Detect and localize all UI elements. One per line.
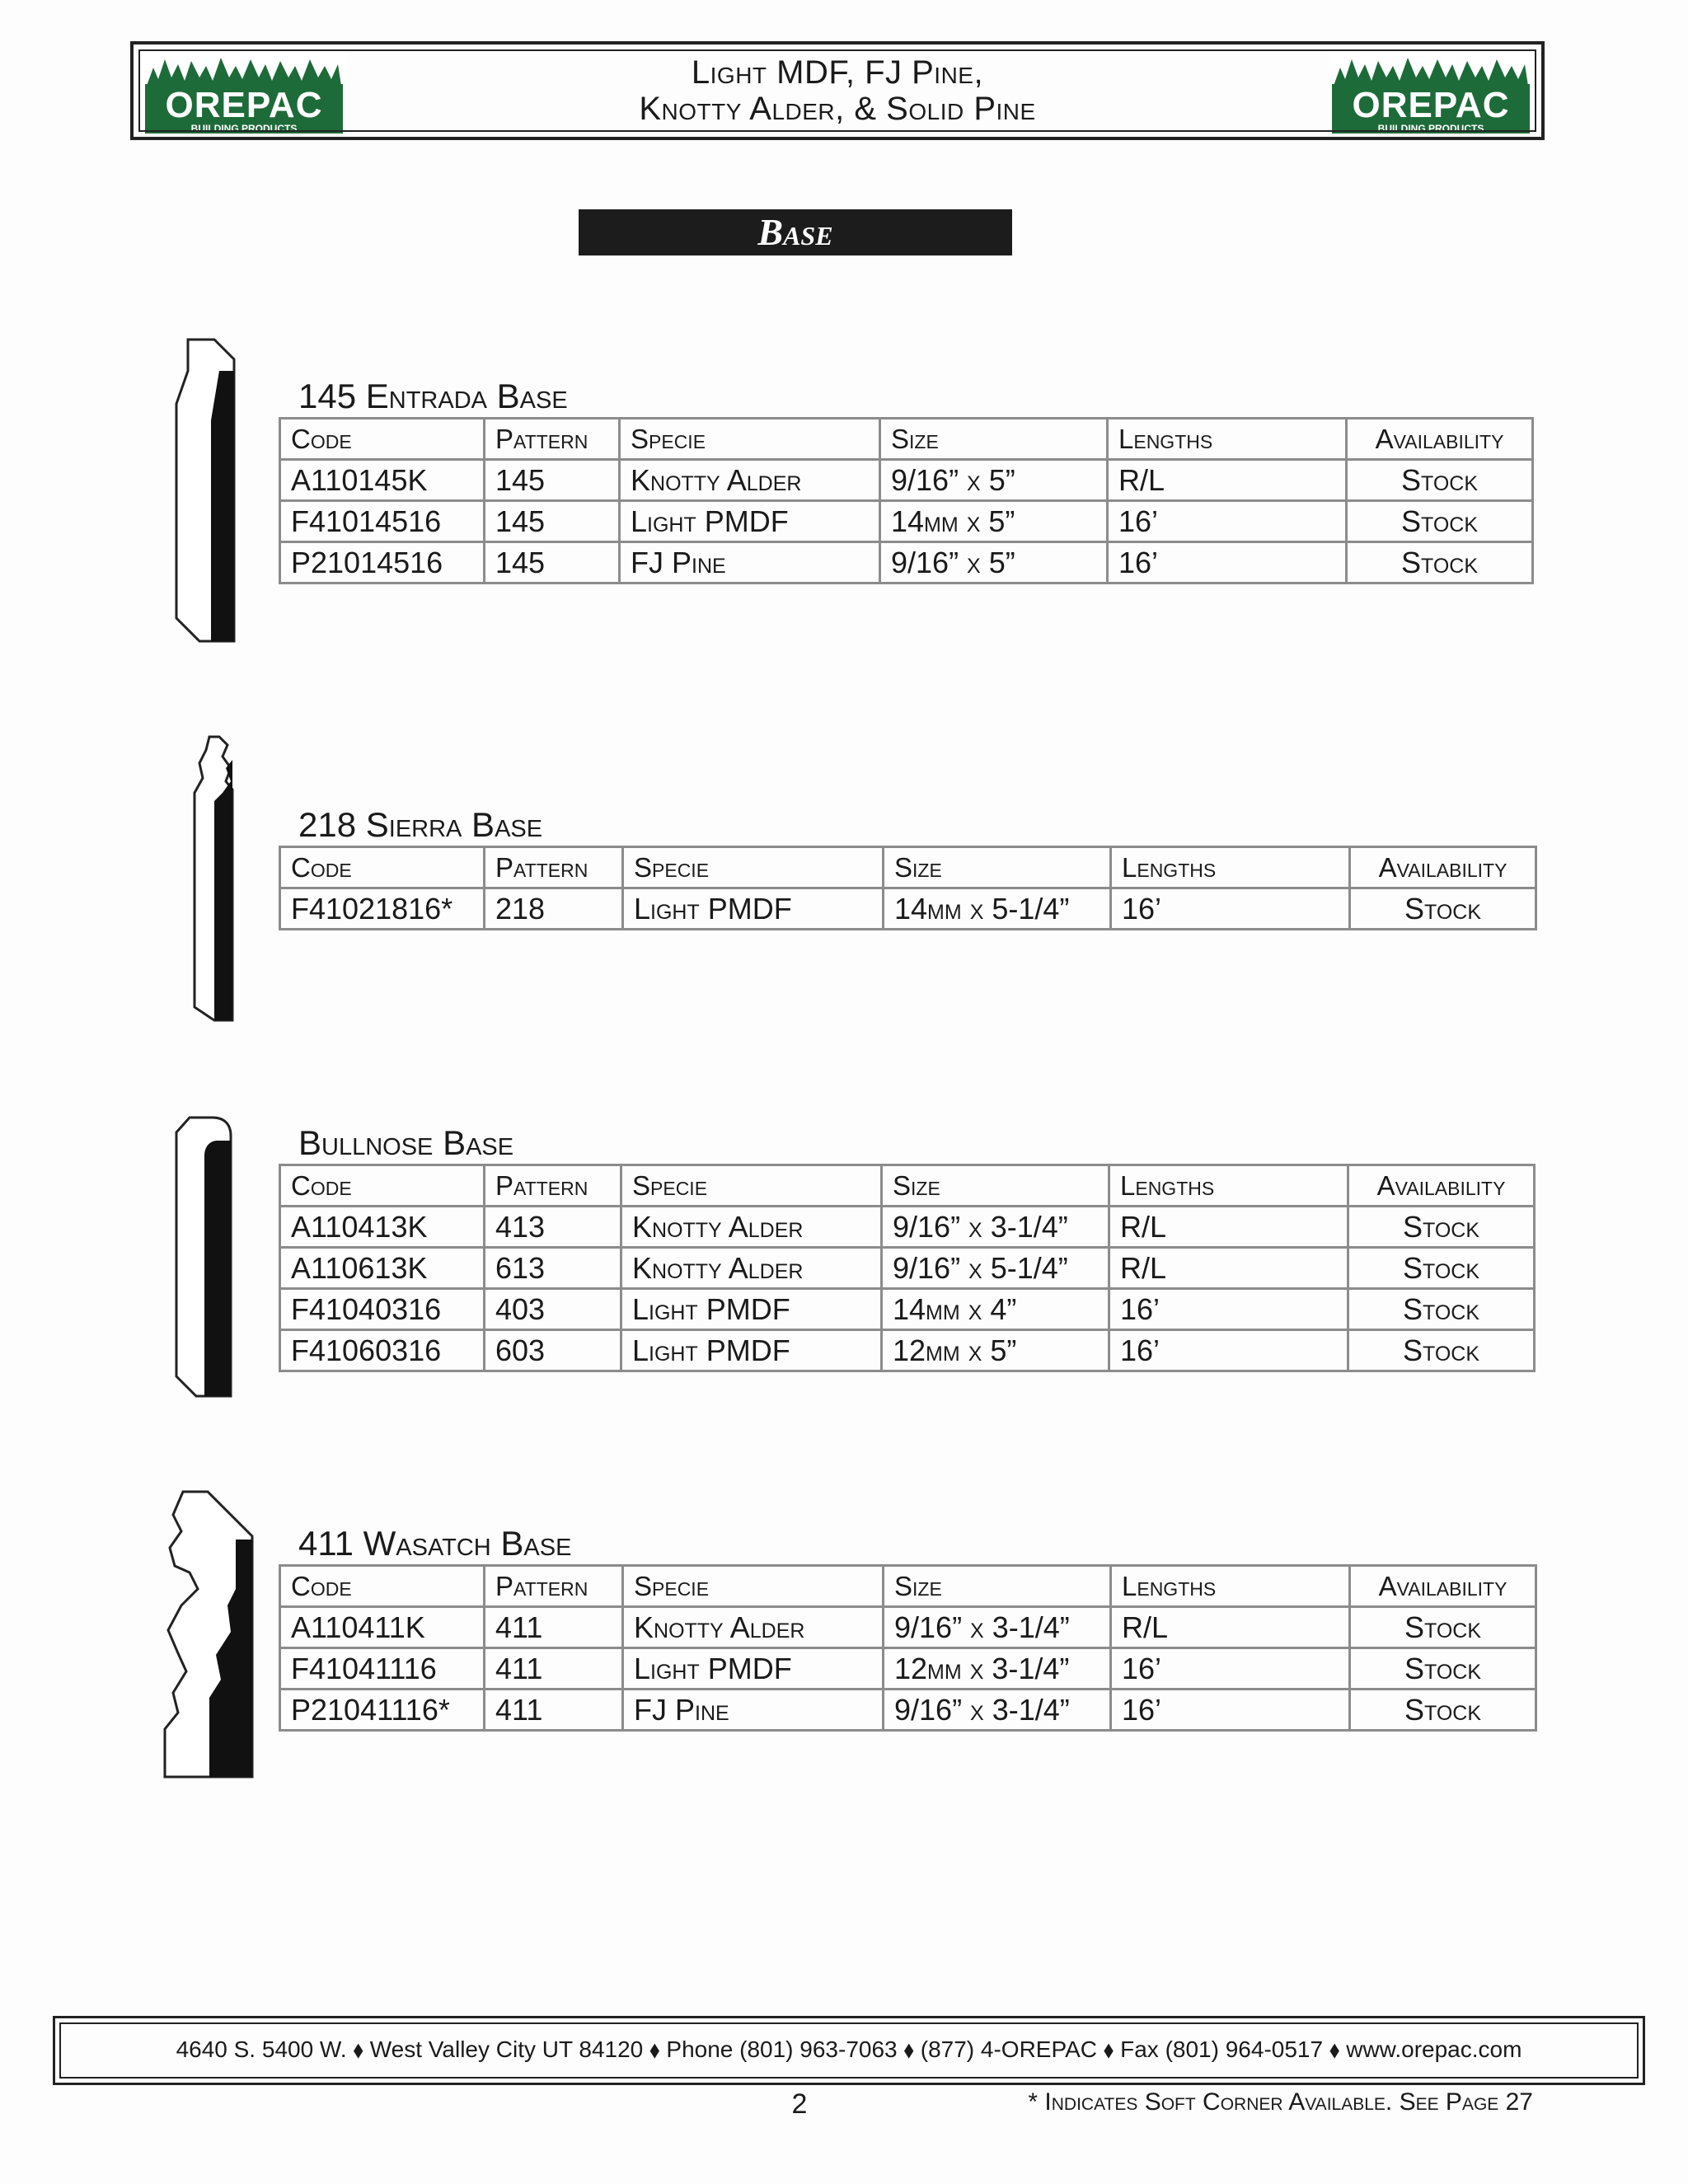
cell-code: A110413K xyxy=(280,1207,485,1248)
table-row xyxy=(280,1207,1535,1248)
cell-specie: Knotty Alder xyxy=(623,1607,884,1648)
cell-pattern: 603 xyxy=(485,1330,621,1371)
product-table-sierra xyxy=(279,846,1537,930)
table-row xyxy=(280,1248,1535,1289)
sierra-profile-icon xyxy=(185,735,237,1022)
cell-specie: FJ Pine xyxy=(623,1690,884,1731)
footer-address-box xyxy=(53,2016,1645,2085)
cell-availability: Stock xyxy=(1350,1607,1536,1648)
cell-availability: Stock xyxy=(1347,460,1533,501)
cell-specie: Knotty Alder xyxy=(621,1207,882,1248)
product-title-sierra: 218 Sierra Base xyxy=(298,805,543,844)
column-header: Size xyxy=(882,1165,1109,1207)
entrada-profile-icon xyxy=(171,338,237,643)
page-title xyxy=(381,54,1294,127)
cell-availability: Stock xyxy=(1350,1690,1536,1731)
column-header: Specie xyxy=(623,1566,884,1607)
page-header xyxy=(130,41,1545,140)
column-header: Specie xyxy=(621,1165,882,1207)
cell-availability: Stock xyxy=(1350,1648,1536,1690)
cell-code: P21041116* xyxy=(280,1690,485,1731)
column-header: Code xyxy=(280,847,485,888)
table-row xyxy=(280,1289,1535,1330)
table-header-row xyxy=(280,847,1536,888)
svg-text:OREPAC: OREPAC xyxy=(165,85,323,125)
cell-code: A110145K xyxy=(280,460,485,501)
column-header: Size xyxy=(884,847,1111,888)
svg-text:BUILDING PRODUCTS: BUILDING PRODUCTS xyxy=(1377,123,1484,134)
product-table-bullnose xyxy=(279,1164,1536,1372)
cell-availability: Stock xyxy=(1348,1207,1535,1248)
cell-size: 12mm x 3-1/4” xyxy=(884,1648,1111,1690)
column-header: Code xyxy=(280,1165,485,1207)
column-header: Lengths xyxy=(1109,1165,1348,1207)
cell-availability: Stock xyxy=(1347,501,1533,542)
cell-availability: Stock xyxy=(1348,1289,1535,1330)
svg-text:OREPAC: OREPAC xyxy=(1352,85,1510,125)
cell-specie: Light PMDF xyxy=(621,1289,882,1330)
cell-size: 9/16” x 3-1/4” xyxy=(884,1690,1111,1731)
column-header: Code xyxy=(280,1566,485,1607)
table-row xyxy=(280,542,1533,583)
page-number: 2 xyxy=(791,2088,808,2120)
table-header-row xyxy=(280,1165,1535,1207)
column-header: Code xyxy=(280,419,485,460)
table-row xyxy=(280,1690,1536,1731)
cell-lengths: R/L xyxy=(1109,1207,1348,1248)
cell-lengths: 16’ xyxy=(1111,1648,1350,1690)
title-line-2: Knotty Alder, & Solid Pine xyxy=(639,91,1036,127)
wasatch-profile-icon xyxy=(162,1490,260,1779)
column-header: Size xyxy=(880,419,1108,460)
table-row xyxy=(280,501,1533,542)
cell-lengths: R/L xyxy=(1108,460,1347,501)
cell-pattern: 145 xyxy=(485,542,620,583)
product-table-wasatch xyxy=(279,1564,1537,1732)
cell-size: 14mm x 5-1/4” xyxy=(884,888,1111,930)
table-row xyxy=(280,1648,1536,1690)
cell-code: P21014516 xyxy=(280,542,485,583)
column-header: Availability xyxy=(1348,1165,1535,1207)
cell-lengths: R/L xyxy=(1111,1607,1350,1648)
column-header: Availability xyxy=(1350,847,1536,888)
cell-lengths: 16’ xyxy=(1108,542,1347,583)
svg-text:BUILDING PRODUCTS: BUILDING PRODUCTS xyxy=(190,123,298,134)
cell-size: 9/16” x 5” xyxy=(880,542,1108,583)
cell-specie: Light PMDF xyxy=(620,501,880,542)
cell-code: A110613K xyxy=(280,1248,485,1289)
product-table-entrada xyxy=(279,417,1534,584)
column-header: Specie xyxy=(623,847,884,888)
cell-specie: FJ Pine xyxy=(620,542,880,583)
table-row xyxy=(280,1330,1535,1371)
cell-size: 9/16” x 3-1/4” xyxy=(884,1607,1111,1648)
cell-specie: Light PMDF xyxy=(623,888,884,930)
column-header: Pattern xyxy=(485,419,620,460)
title-line-1: Light MDF, FJ Pine, xyxy=(691,54,984,91)
cell-availability: Stock xyxy=(1348,1330,1535,1371)
cell-code: F41021816* xyxy=(280,888,485,930)
cell-specie: Light PMDF xyxy=(621,1330,882,1371)
orepac-logo-right xyxy=(1329,53,1533,135)
orepac-logo-icon xyxy=(1329,53,1533,135)
cell-pattern: 411 xyxy=(485,1648,623,1690)
column-header: Pattern xyxy=(485,847,623,888)
cell-lengths: 16’ xyxy=(1109,1330,1348,1371)
column-header: Availability xyxy=(1350,1566,1536,1607)
cell-pattern: 413 xyxy=(485,1207,621,1248)
orepac-logo-icon xyxy=(142,53,346,135)
column-header: Specie xyxy=(620,419,880,460)
cell-lengths: 16’ xyxy=(1109,1289,1348,1330)
cell-size: 14mm x 5” xyxy=(880,501,1108,542)
cell-specie: Knotty Alder xyxy=(621,1248,882,1289)
orepac-logo-left xyxy=(142,53,346,135)
cell-size: 14mm x 4” xyxy=(882,1289,1109,1330)
column-header: Lengths xyxy=(1111,847,1350,888)
cell-code: F41040316 xyxy=(280,1289,485,1330)
cell-pattern: 145 xyxy=(485,501,620,542)
cell-availability: Stock xyxy=(1348,1248,1535,1289)
cell-specie: Light PMDF xyxy=(623,1648,884,1690)
cell-pattern: 145 xyxy=(485,460,620,501)
cell-pattern: 403 xyxy=(485,1289,621,1330)
footnote: * Indicates Soft Corner Available. See Page 27 xyxy=(1028,2088,1533,2116)
cell-pattern: 411 xyxy=(485,1607,623,1648)
product-title-entrada: 145 Entrada Base xyxy=(298,377,568,415)
cell-code: A110411K xyxy=(280,1607,485,1648)
cell-availability: Stock xyxy=(1347,542,1533,583)
column-header: Availability xyxy=(1347,419,1533,460)
table-row xyxy=(280,460,1533,501)
cell-size: 9/16” x 5” xyxy=(880,460,1108,501)
table-row xyxy=(280,888,1536,930)
column-header: Pattern xyxy=(485,1566,623,1607)
cell-size: 9/16” x 5-1/4” xyxy=(882,1248,1109,1289)
cell-code: F41041116 xyxy=(280,1648,485,1690)
cell-pattern: 411 xyxy=(485,1690,623,1731)
cell-code: F41014516 xyxy=(280,501,485,542)
column-header: Lengths xyxy=(1111,1566,1350,1607)
cell-pattern: 613 xyxy=(485,1248,621,1289)
cell-code: F41060316 xyxy=(280,1330,485,1371)
cell-availability: Stock xyxy=(1350,888,1536,930)
product-title-wasatch: 411 Wasatch Base xyxy=(298,1524,572,1563)
cell-size: 12mm x 5” xyxy=(882,1330,1109,1371)
cell-lengths: 16’ xyxy=(1111,888,1350,930)
table-row xyxy=(280,1607,1536,1648)
table-header-row xyxy=(280,419,1533,460)
column-header: Pattern xyxy=(485,1165,621,1207)
cell-pattern: 218 xyxy=(485,888,623,930)
cell-specie: Knotty Alder xyxy=(620,460,880,501)
footer-address: 4640 S. 5400 W. ⬧ West Valley City UT 84120 ⬧ Phone (801) 963-7063 ⬧ (877) 4-OREPAC ⬧ Fax (801) 964-0517 ⬧ www.orepac.com xyxy=(176,2036,1522,2062)
table-header-row xyxy=(280,1566,1536,1607)
cell-lengths: R/L xyxy=(1109,1248,1348,1289)
column-header: Lengths xyxy=(1108,419,1347,460)
column-header: Size xyxy=(884,1566,1111,1607)
cell-lengths: 16’ xyxy=(1111,1690,1350,1731)
cell-lengths: 16’ xyxy=(1108,501,1347,542)
bullnose-profile-icon xyxy=(171,1116,237,1398)
cell-size: 9/16” x 3-1/4” xyxy=(882,1207,1109,1248)
product-title-bullnose: Bullnose Base xyxy=(298,1123,514,1162)
section-banner: Base xyxy=(579,209,1012,255)
